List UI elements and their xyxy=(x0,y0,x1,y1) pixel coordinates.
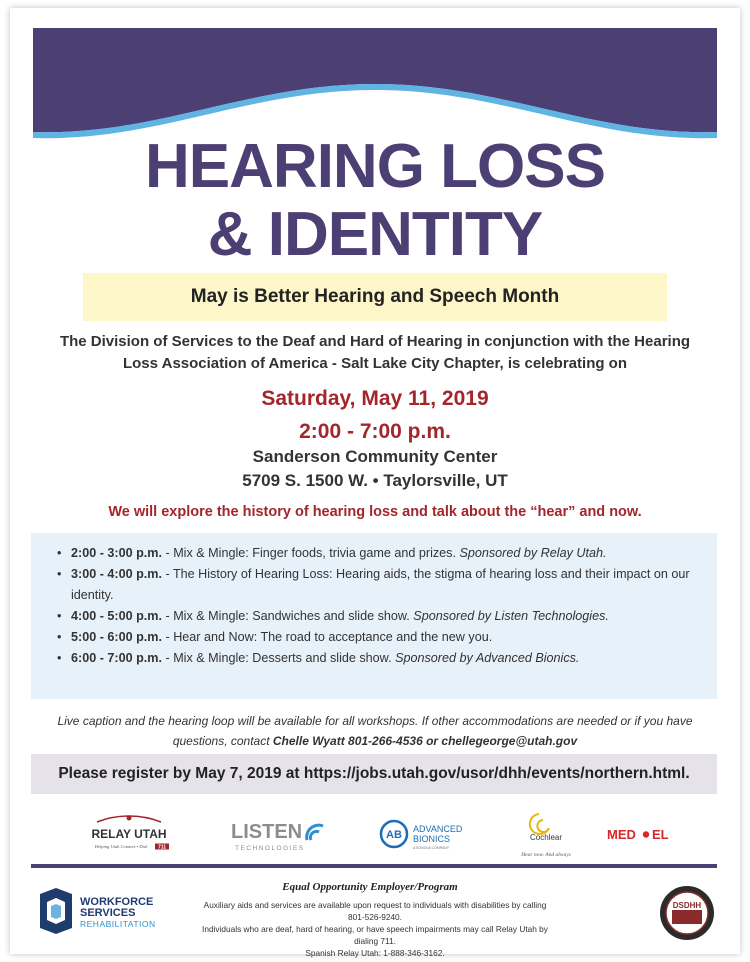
schedule-sponsor: Sponsored by Listen Technologies. xyxy=(413,609,609,623)
schedule-item xyxy=(57,606,703,627)
event-date: Saturday, May 11, 2019 xyxy=(261,387,489,410)
cochlear-logo xyxy=(509,806,583,862)
relay-tag: Helping Utah Connect • Dial xyxy=(94,844,148,849)
schedule-desc: - Mix & Mingle: Desserts and slide show. xyxy=(162,651,396,665)
relay-utah-logo xyxy=(77,806,181,862)
schedule-item xyxy=(57,648,703,669)
ab-tag: A SONOVA COMPANY xyxy=(413,846,450,850)
schedule-desc: - Mix & Mingle: Sandwiches and slide show. xyxy=(162,609,414,623)
ab-line1: ADVANCED xyxy=(413,824,463,834)
footer-line-3: Spanish Relay Utah: 1-888-346-3162. xyxy=(305,948,445,958)
cochlear-name: Cochlear xyxy=(529,833,563,842)
subtitle-band xyxy=(83,273,667,321)
footer-line-2: Individuals who are deaf, hard of hearing, or have speech impairments may call Relay Utah by dialing 711. xyxy=(202,924,548,946)
listen-title: LISTEN xyxy=(231,821,303,843)
listen-sub: TECHNOLOGIES xyxy=(235,845,305,852)
title-line-2: & IDENTITY xyxy=(207,200,543,269)
schedule-time: 6:00 - 7:00 p.m. xyxy=(71,651,162,665)
header-banner xyxy=(33,28,717,144)
schedule-desc: - Hear and Now: The road to acceptance and the new you. xyxy=(162,630,493,644)
relay-num: 711 xyxy=(157,844,167,851)
ab-line2: BIONICS xyxy=(413,834,451,844)
schedule-box xyxy=(31,533,717,699)
event-tagline: We will explore the history of hearing loss and talk about the “hear” and now. xyxy=(108,504,642,520)
cochlear-tag: Hear now. And always xyxy=(521,852,571,858)
title-line-1: HEARING LOSS xyxy=(145,132,605,201)
med-el-logo xyxy=(603,806,683,862)
contact-info: Chelle Wyatt 801-266-4536 or chellegeorge@utah.gov xyxy=(272,734,578,748)
seal-text: DSDHH xyxy=(672,901,702,910)
sponsor-logos xyxy=(31,806,717,862)
schedule-time: 4:00 - 5:00 p.m. xyxy=(71,609,162,623)
schedule-item xyxy=(57,627,703,648)
footer-divider xyxy=(31,864,717,868)
schedule-time: 3:00 - 4:00 p.m. xyxy=(71,567,162,581)
event-address: 5709 S. 1500 W. • Taylorsville, UT xyxy=(242,471,508,490)
schedule-desc: - Mix & Mingle: Finger foods, trivia game and prizes. xyxy=(162,546,460,560)
schedule-time: 2:00 - 3:00 p.m. xyxy=(71,546,162,560)
subtitle: May is Better Hearing and Speech Month xyxy=(190,286,560,307)
register-band xyxy=(31,754,717,794)
footer-line-1: Auxiliary aids and services are available upon request to individuals with disabilities by calling 801-526-9240. xyxy=(203,900,547,922)
medel-end: EL xyxy=(652,827,669,842)
footer-disclaimer xyxy=(200,899,550,959)
listen-technologies-logo xyxy=(227,806,337,862)
wfs-line2: SERVICES xyxy=(80,907,136,919)
wfs-line3: REHABILITATION xyxy=(80,919,156,929)
workforce-services-logo xyxy=(36,888,196,938)
schedule-desc: - The History of Hearing Loss: Hearing aids, the stigma of hearing loss and their impact on our identity. xyxy=(71,567,690,602)
intro-paragraph: The Division of Services to the Deaf and Hard of Hearing in conjunction with the Hearing Loss Association of America - Salt Lake City Chapter, is celebrating on xyxy=(59,333,691,372)
event-time: 2:00 - 7:00 p.m. xyxy=(299,420,451,443)
schedule-sponsor: Sponsored by Relay Utah. xyxy=(459,546,607,560)
event-venue: Sanderson Community Center xyxy=(252,447,498,466)
wfs-line1: WORKFORCE xyxy=(80,896,154,908)
schedule-list xyxy=(57,543,703,669)
advanced-bionics-logo xyxy=(377,806,483,862)
schedule-item xyxy=(57,543,703,564)
schedule-sponsor: Sponsored by Advanced Bionics. xyxy=(395,651,580,665)
accommodation-note xyxy=(48,711,702,751)
register-text[interactable]: Please register by May 7, 2019 at https://jobs.utah.gov/usor/dhh/events/northern.html. xyxy=(58,765,690,782)
schedule-time: 5:00 - 6:00 p.m. xyxy=(71,630,162,644)
caption-text: Live caption and the hearing loop will be available for all workshops. If other accommodations are needed or if you have questions, contact xyxy=(57,714,693,748)
flyer-page xyxy=(10,8,740,958)
relay-title: RELAY UTAH xyxy=(91,827,167,841)
eoe-statement: Equal Opportunity Employer/Program xyxy=(282,881,458,893)
dsdhh-seal-logo xyxy=(658,884,716,942)
medel-text: MED xyxy=(607,827,636,842)
ab-mark: AB xyxy=(386,829,402,841)
schedule-item xyxy=(57,564,703,606)
